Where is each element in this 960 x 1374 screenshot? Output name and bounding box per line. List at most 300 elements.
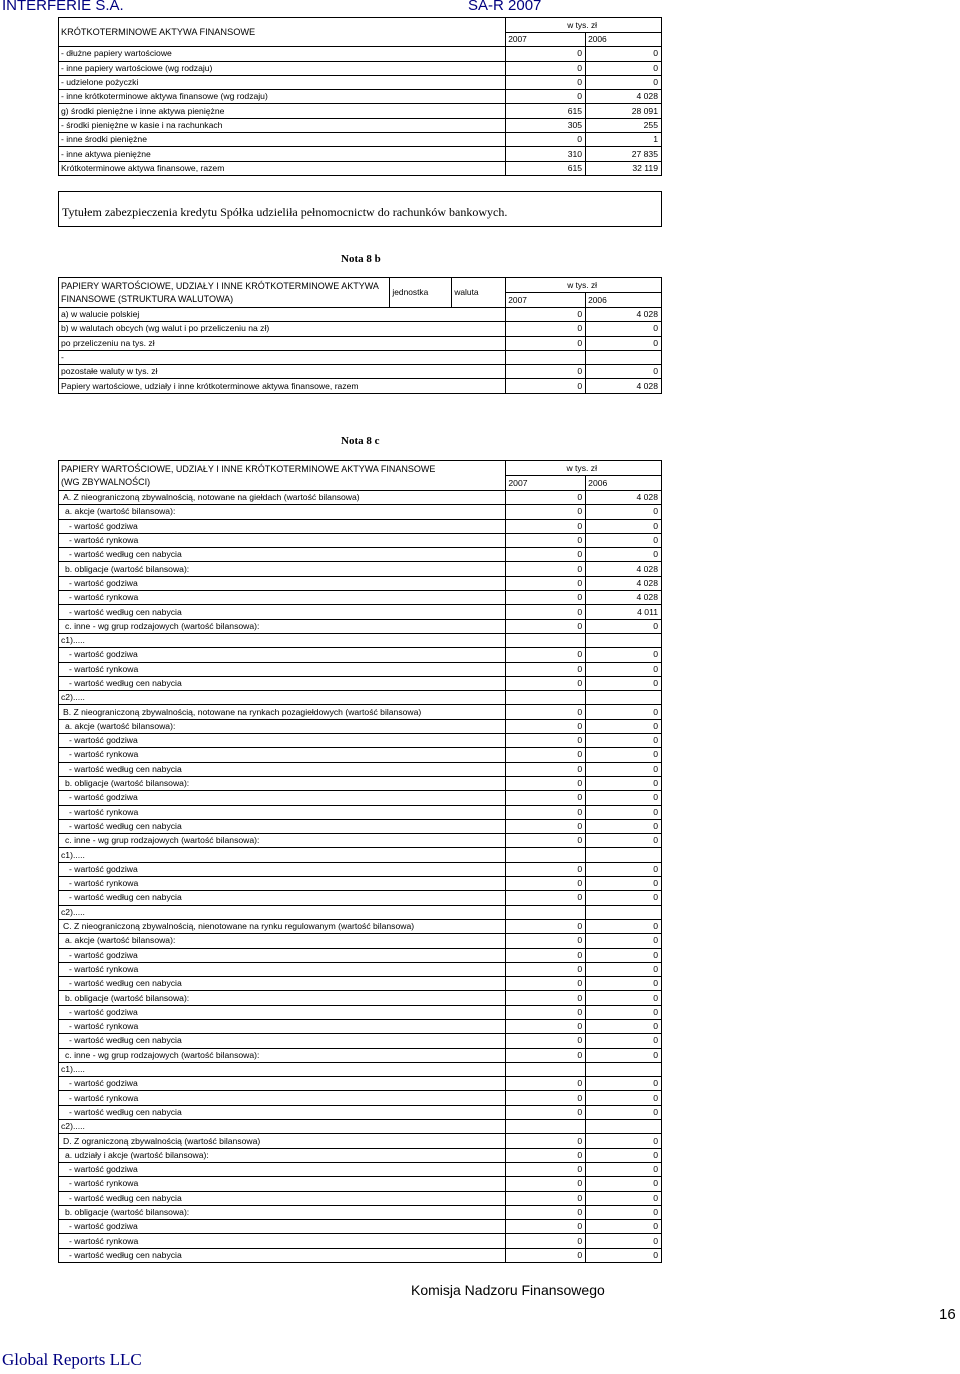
value-2006: 0: [586, 862, 662, 876]
table-row: [59, 648, 662, 662]
value-2007: 0: [506, 605, 586, 619]
table-row: [59, 977, 662, 991]
row-label: - wartość rynkowa: [59, 748, 506, 762]
value-2007: 0: [506, 379, 586, 393]
value-2007: [506, 633, 586, 647]
value-2006: 0: [586, 1048, 662, 1062]
value-2007: 0: [506, 322, 586, 336]
value-2007: 0: [506, 548, 586, 562]
row-label: - dłużne papiery wartościowe: [59, 47, 506, 61]
row-label: - wartość rynkowa: [59, 1019, 506, 1033]
row-label: - inne papiery wartościowe (wg rodzaju): [59, 61, 506, 75]
table-title-line1: PAPIERY WARTOŚCIOWE, UDZIAŁY I INNE KRÓTKOTERMINOWE AKTYWA FINANSOWE: [61, 463, 436, 474]
value-2006: 0: [586, 47, 662, 61]
table-row: [59, 533, 662, 547]
row-label: pozostałe waluty w tys. zł: [59, 365, 506, 379]
value-2007: 0: [506, 491, 586, 505]
value-2007: 0: [506, 948, 586, 962]
table-row: [59, 1019, 662, 1033]
value-2006: 0: [586, 791, 662, 805]
value-2007: [506, 1062, 586, 1076]
collateral-note: [58, 191, 662, 227]
value-2007: 0: [506, 336, 586, 350]
value-2007: 0: [506, 505, 586, 519]
value-2007: 615: [506, 104, 586, 118]
currency-column-header: waluta: [452, 278, 506, 308]
value-2006: 0: [586, 505, 662, 519]
table-row: [59, 1034, 662, 1048]
row-label: - wartość godziwa: [59, 1005, 506, 1019]
table-row: [59, 576, 662, 590]
table-row: [59, 1077, 662, 1091]
row-label: a. akcje (wartość bilansowa):: [59, 719, 506, 733]
value-2006: 0: [586, 1077, 662, 1091]
table-row: [59, 877, 662, 891]
value-2006: 0: [586, 705, 662, 719]
value-2007: [506, 848, 586, 862]
value-2007: 0: [506, 90, 586, 104]
value-2006: 0: [586, 1248, 662, 1262]
value-2007: 0: [506, 1162, 586, 1176]
table-row: [59, 61, 662, 75]
value-2007: 0: [506, 991, 586, 1005]
table-row: [59, 905, 662, 919]
table-row: [59, 819, 662, 833]
table-row: [59, 1177, 662, 1191]
value-2006: 0: [586, 676, 662, 690]
row-label: - wartość godziwa: [59, 734, 506, 748]
value-2006: 0: [586, 1162, 662, 1176]
value-2006: 0: [586, 819, 662, 833]
value-2006: [586, 691, 662, 705]
value-2006: 0: [586, 662, 662, 676]
value-2006: 4 028: [586, 491, 662, 505]
nota-8c-heading: Nota 8 c: [341, 435, 380, 447]
table-row: [59, 662, 662, 676]
value-2006: 255: [586, 118, 662, 132]
year-2007-header: 2007: [506, 476, 586, 491]
row-label: - wartość rynkowa: [59, 1234, 506, 1248]
row-label: c1).....: [59, 1062, 506, 1076]
row-label: a) w walucie polskiej: [59, 308, 506, 322]
row-label: - wartość rynkowa: [59, 1091, 506, 1105]
row-label: b. obligacje (wartość bilansowa):: [59, 1205, 506, 1219]
row-label: - wartość rynkowa: [59, 662, 506, 676]
value-2007: 0: [506, 1019, 586, 1033]
table-row: [59, 1120, 662, 1134]
year-2006-header: 2006: [586, 33, 662, 47]
value-2007: 0: [506, 562, 586, 576]
table-row: [59, 776, 662, 790]
value-2006: 0: [586, 1134, 662, 1148]
row-label: b. obligacje (wartość bilansowa):: [59, 776, 506, 790]
table-row: [59, 1048, 662, 1062]
table-row: [59, 1105, 662, 1119]
row-label: - wartość według cen nabycia: [59, 819, 506, 833]
value-2007: 310: [506, 147, 586, 161]
table-row: [59, 1005, 662, 1019]
value-2007: [506, 905, 586, 919]
value-2006: 4 028: [586, 562, 662, 576]
row-label: - wartość godziwa: [59, 519, 506, 533]
table-row: [59, 676, 662, 690]
value-2006: 4 028: [586, 576, 662, 590]
value-2006: 0: [586, 322, 662, 336]
table-row: [59, 1148, 662, 1162]
row-label: a. akcje (wartość bilansowa):: [59, 505, 506, 519]
table-row: [59, 1162, 662, 1176]
table-row: [59, 719, 662, 733]
value-2006: 0: [586, 934, 662, 948]
row-label: - wartość godziwa: [59, 791, 506, 805]
row-label: - środki pieniężne w kasie i na rachunkach: [59, 118, 506, 132]
short-term-assets-table: [58, 17, 662, 176]
table-row: [59, 848, 662, 862]
row-label: a. akcje (wartość bilansowa):: [59, 934, 506, 948]
table-row: [59, 962, 662, 976]
value-2006: 27 835: [586, 147, 662, 161]
table-row: [59, 548, 662, 562]
table-row: [59, 891, 662, 905]
table-row: [59, 619, 662, 633]
table-row: [59, 791, 662, 805]
table-row: [59, 90, 662, 104]
row-label: - wartość rynkowa: [59, 962, 506, 976]
table-row: [59, 934, 662, 948]
value-2007: 0: [506, 61, 586, 75]
value-2006: 0: [586, 762, 662, 776]
table-row: [59, 1220, 662, 1234]
value-2006: 0: [586, 61, 662, 75]
value-2007: 0: [506, 1005, 586, 1019]
row-label: c. inne - wg grup rodzajowych (wartość bilansowa):: [59, 834, 506, 848]
value-2006: 0: [586, 1220, 662, 1234]
row-label: B. Z nieograniczoną zbywalnością, notowane na rynkach pozagiełdowych (wartość bilansowa): [59, 705, 506, 719]
value-2007: 0: [506, 776, 586, 790]
row-label: c2).....: [59, 905, 506, 919]
value-2006: 0: [586, 1005, 662, 1019]
row-label: - wartość godziwa: [59, 1220, 506, 1234]
value-2006: 0: [586, 948, 662, 962]
table-row: [59, 75, 662, 89]
currency-structure-table: [58, 277, 662, 394]
table-title-line2: (WG ZBYWALNOŚCI): [61, 476, 151, 487]
value-2007: 0: [506, 365, 586, 379]
table-row: [59, 519, 662, 533]
unit-label: w tys. zł: [506, 278, 662, 293]
row-label: - wartość według cen nabycia: [59, 1034, 506, 1048]
row-label: - wartość godziwa: [59, 1077, 506, 1091]
value-2007: 0: [506, 75, 586, 89]
table-row: [59, 748, 662, 762]
row-label: c1).....: [59, 848, 506, 862]
row-label: c1).....: [59, 633, 506, 647]
row-label: - wartość rynkowa: [59, 1177, 506, 1191]
value-2006: 0: [586, 533, 662, 547]
value-2007: 0: [506, 962, 586, 976]
value-2007: 0: [506, 934, 586, 948]
value-2007: 0: [506, 748, 586, 762]
value-2007: 0: [506, 1077, 586, 1091]
row-label: c. inne - wg grup rodzajowych (wartość bilansowa):: [59, 619, 506, 633]
table-row: [59, 834, 662, 848]
table-row: [59, 633, 662, 647]
value-2007: [506, 1120, 586, 1134]
table-row: [59, 1191, 662, 1205]
row-label: - inne aktywa pieniężne: [59, 147, 506, 161]
value-2007: 0: [506, 591, 586, 605]
value-2006: 0: [586, 977, 662, 991]
value-2007: 0: [506, 619, 586, 633]
value-2007: 0: [506, 705, 586, 719]
value-2006: 0: [586, 619, 662, 633]
footer-authority: Komisja Nadzoru Finansowego: [411, 1282, 605, 1298]
row-label: g) środki pieniężne i inne aktywa pieniężne: [59, 104, 506, 118]
table-row: [59, 491, 662, 505]
value-2006: 0: [586, 75, 662, 89]
company-name: INTERFERIE S.A.: [2, 0, 124, 14]
value-2006: 0: [586, 877, 662, 891]
nota-8b-heading: Nota 8 b: [341, 253, 381, 265]
value-2007: 0: [506, 133, 586, 147]
page-number: 16: [939, 1306, 956, 1323]
value-2006: 0: [586, 1177, 662, 1191]
value-2007: 0: [506, 1191, 586, 1205]
value-2006: [586, 1062, 662, 1076]
value-2006: [586, 905, 662, 919]
value-2007: 0: [506, 308, 586, 322]
value-2007: 0: [506, 977, 586, 991]
table-row: [59, 919, 662, 933]
table-row: [59, 605, 662, 619]
row-label: b) w walutach obcych (wg walut i po przeliczeniu na zł): [59, 322, 506, 336]
table-row: [59, 147, 662, 161]
year-2006-header: 2006: [586, 476, 662, 491]
table-row: [59, 591, 662, 605]
table-row: [59, 350, 662, 364]
value-2006: [586, 1120, 662, 1134]
value-2007: 0: [506, 719, 586, 733]
value-2006: [586, 350, 662, 364]
table-row: [59, 1091, 662, 1105]
unit-column-header: jednostka: [390, 278, 452, 308]
value-2006: 4 028: [586, 308, 662, 322]
value-2007: 0: [506, 1048, 586, 1062]
value-2007: 0: [506, 734, 586, 748]
value-2006: [586, 848, 662, 862]
value-2006: 0: [586, 1019, 662, 1033]
table-title: KRÓTKOTERMINOWE AKTYWA FINANSOWE: [59, 18, 506, 47]
row-label: - wartość według cen nabycia: [59, 1248, 506, 1262]
value-2006: 4 011: [586, 605, 662, 619]
value-2007: 615: [506, 161, 586, 175]
value-2007: 0: [506, 662, 586, 676]
table-row: [59, 379, 662, 393]
value-2006: 32 119: [586, 161, 662, 175]
table-row: [59, 365, 662, 379]
row-label: - wartość godziwa: [59, 862, 506, 876]
value-2006: 0: [586, 336, 662, 350]
value-2006: 0: [586, 1105, 662, 1119]
table-row: [59, 991, 662, 1005]
value-2007: [506, 350, 586, 364]
table-row: [59, 1205, 662, 1219]
value-2007: 0: [506, 862, 586, 876]
value-2006: [586, 633, 662, 647]
table-row: [59, 505, 662, 519]
value-2006: 0: [586, 1034, 662, 1048]
value-2006: 0: [586, 648, 662, 662]
row-label: - wartość rynkowa: [59, 591, 506, 605]
value-2006: 1: [586, 133, 662, 147]
value-2006: 0: [586, 719, 662, 733]
row-label: - wartość według cen nabycia: [59, 1105, 506, 1119]
table-title: [59, 461, 506, 491]
value-2007: [506, 691, 586, 705]
table-row: [59, 1248, 662, 1262]
report-code: SA-R 2007: [468, 0, 542, 14]
value-2006: 0: [586, 1191, 662, 1205]
row-label: - inne środki pieniężne: [59, 133, 506, 147]
value-2007: 0: [506, 1134, 586, 1148]
row-label: - wartość według cen nabycia: [59, 605, 506, 619]
row-label: - wartość godziwa: [59, 1162, 506, 1176]
table-row: [59, 336, 662, 350]
value-2007: 0: [506, 819, 586, 833]
value-2006: 0: [586, 748, 662, 762]
row-label: - wartość według cen nabycia: [59, 762, 506, 776]
row-label: A. Z nieograniczoną zbywalnością, notowane na giełdach (wartość bilansowa): [59, 491, 506, 505]
value-2007: 0: [506, 576, 586, 590]
marketability-table: [58, 460, 662, 1263]
value-2006: 0: [586, 776, 662, 790]
row-label: po przeliczeniu na tys. zł: [59, 336, 506, 350]
table-row: [59, 308, 662, 322]
collateral-note-text: Tytułem zabezpieczenia kredytu Spółka udzieliła pełnomocnictw do rachunków bankowych.: [62, 205, 508, 219]
value-2007: 0: [506, 1091, 586, 1105]
row-label: - wartość według cen nabycia: [59, 977, 506, 991]
row-label: - wartość według cen nabycia: [59, 676, 506, 690]
unit-label: w tys. zł: [506, 18, 662, 33]
value-2006: 4 028: [586, 90, 662, 104]
row-label: - wartość rynkowa: [59, 533, 506, 547]
value-2006: 0: [586, 962, 662, 976]
table-title: PAPIERY WARTOŚCIOWE, UDZIAŁY I INNE KRÓTKOTERMINOWE AKTYWA FINANSOWE (STRUKTURA WALUTOWA): [59, 278, 390, 308]
value-2006: 0: [586, 548, 662, 562]
value-2006: 0: [586, 1205, 662, 1219]
table-row: [59, 705, 662, 719]
table-row: [59, 805, 662, 819]
value-2007: 0: [506, 1234, 586, 1248]
value-2006: 0: [586, 365, 662, 379]
table-row: [59, 562, 662, 576]
value-2006: 0: [586, 991, 662, 1005]
value-2007: 0: [506, 877, 586, 891]
year-2007-header: 2007: [506, 33, 586, 47]
value-2007: 0: [506, 834, 586, 848]
value-2007: 0: [506, 791, 586, 805]
value-2007: 0: [506, 1148, 586, 1162]
value-2007: 0: [506, 47, 586, 61]
row-label: - udzielone pożyczki: [59, 75, 506, 89]
value-2006: 0: [586, 834, 662, 848]
table-row: [59, 762, 662, 776]
year-2007-header: 2007: [506, 293, 586, 308]
value-2006: 0: [586, 734, 662, 748]
table-row: [59, 1134, 662, 1148]
table-row: [59, 161, 662, 175]
value-2006: 28 091: [586, 104, 662, 118]
row-label: c2).....: [59, 691, 506, 705]
table-row: [59, 948, 662, 962]
value-2006: 4 028: [586, 591, 662, 605]
value-2006: 4 028: [586, 379, 662, 393]
row-label: - wartość godziwa: [59, 576, 506, 590]
row-label: - wartość według cen nabycia: [59, 1191, 506, 1205]
table-row: [59, 47, 662, 61]
value-2007: 0: [506, 1034, 586, 1048]
row-label: b. obligacje (wartość bilansowa):: [59, 991, 506, 1005]
row-label: - wartość rynkowa: [59, 805, 506, 819]
row-label: Papiery wartościowe, udziały i inne krótkoterminowe aktywa finansowe, razem: [59, 379, 506, 393]
row-label: c2).....: [59, 1120, 506, 1134]
value-2006: 0: [586, 519, 662, 533]
value-2006: 0: [586, 1091, 662, 1105]
value-2007: 0: [506, 648, 586, 662]
table-row: [59, 1062, 662, 1076]
table-row: [59, 1234, 662, 1248]
row-label: Krótkoterminowe aktywa finansowe, razem: [59, 161, 506, 175]
table-row: [59, 133, 662, 147]
row-label: C. Z nieograniczoną zbywalnością, nienotowane na rynku regulowanym (wartość bilansowa): [59, 919, 506, 933]
value-2007: 0: [506, 891, 586, 905]
value-2007: 0: [506, 762, 586, 776]
year-2006-header: 2006: [586, 293, 662, 308]
value-2007: 0: [506, 1248, 586, 1262]
row-label: - wartość rynkowa: [59, 877, 506, 891]
row-label: - inne krótkoterminowe aktywa finansowe (wg rodzaju): [59, 90, 506, 104]
row-label: a. udziały i akcje (wartość bilansowa):: [59, 1148, 506, 1162]
value-2007: 0: [506, 805, 586, 819]
row-label: - wartość według cen nabycia: [59, 548, 506, 562]
value-2007: 0: [506, 676, 586, 690]
value-2006: 0: [586, 919, 662, 933]
value-2006: 0: [586, 1234, 662, 1248]
value-2007: 0: [506, 1220, 586, 1234]
value-2007: 305: [506, 118, 586, 132]
row-label: c. inne - wg grup rodzajowych (wartość bilansowa):: [59, 1048, 506, 1062]
row-label: - wartość według cen nabycia: [59, 891, 506, 905]
value-2007: 0: [506, 1177, 586, 1191]
brand-footer: Global Reports LLC: [2, 1350, 142, 1369]
row-label: b. obligacje (wartość bilansowa):: [59, 562, 506, 576]
table-row: [59, 691, 662, 705]
value-2006: 0: [586, 805, 662, 819]
table-row: [59, 118, 662, 132]
row-label: -: [59, 350, 506, 364]
table-row: [59, 734, 662, 748]
value-2007: 0: [506, 519, 586, 533]
row-label: - wartość godziwa: [59, 948, 506, 962]
value-2006: 0: [586, 891, 662, 905]
row-label: D. Z ograniczoną zbywalnością (wartość bilansowa): [59, 1134, 506, 1148]
value-2007: 0: [506, 1105, 586, 1119]
value-2006: 0: [586, 1148, 662, 1162]
unit-label: w tys. zł: [506, 461, 662, 476]
value-2007: 0: [506, 1205, 586, 1219]
value-2007: 0: [506, 919, 586, 933]
value-2007: 0: [506, 533, 586, 547]
